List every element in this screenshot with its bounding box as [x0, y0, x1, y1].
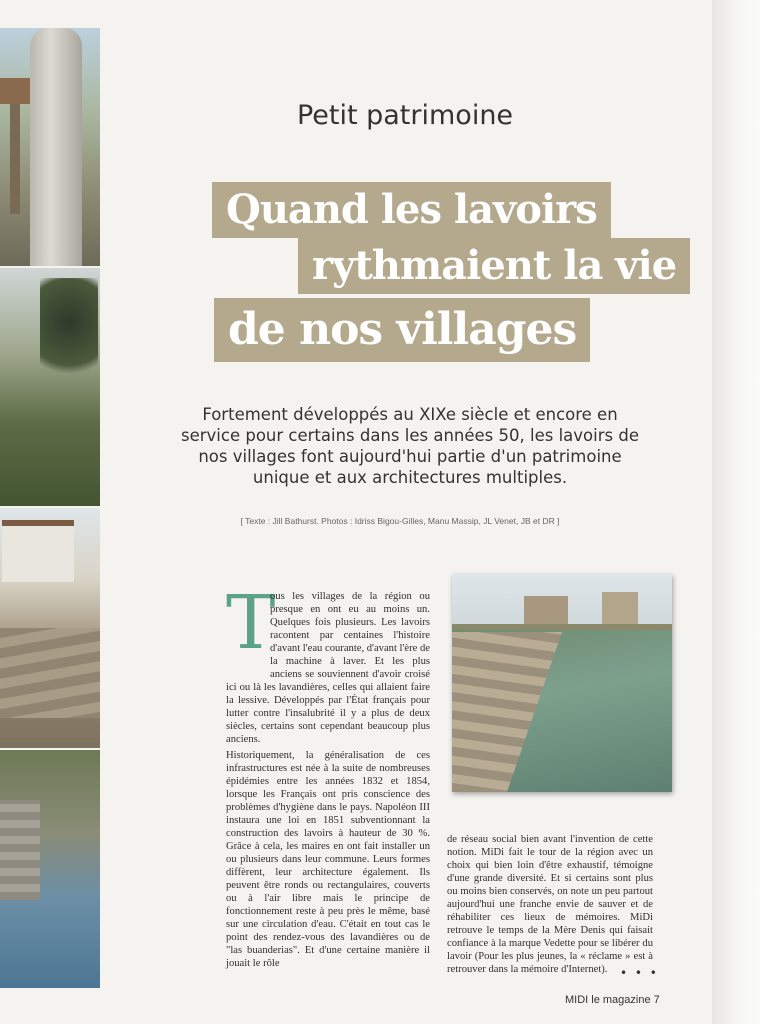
article-paragraph-2: Historiquement, la généralisation de ces infrastructures est née à la suite de nombreuses épidémies entre les années 1832 et 1854, lorsque les Français ont pris conscience des problèmes d'hygiène dans le pays. Napoléon III instaura une loi en 1851 subventionnant la construction des lavoirs à hauteur de 30 %. Grâce à cela, les maires en ont fait installer un ou plusieurs dans leur commune. Leurs formes diffèrent, leur architecture également. Ils peuvent être ronds ou rectangulaires, couverts ou à l'air libre mais le principe de fonctionnement reste à peu près le même, basé sur une circulation d'eau. C'était en tout cas le point des rendez-vous des lavandières ou de "las buanderias". Et d'une certaine manière il jouait le rôle — [226, 750, 430, 969]
stone-building-2 — [602, 592, 638, 624]
drop-cap: T — [226, 580, 276, 666]
headline-line-3: de nos villages — [214, 298, 590, 362]
article-paragraph-1: ous les villages de la région ou presque en ont eu au moins un. Quelques fois plusieurs. Les lavoirs racontent par centaines l'histoire d'avant l'eau courante, d'avant l'ère de la machine à laver. Et les plus anciens se souviennent d'avoir croisé ici ou là les lavandières, celles qui allaient faire la lessive. Développés par l'État français pour lutter contre l'insalubrité il y a plus de deux siècles, certains sont cependant beaucoup plus anciens. — [226, 591, 430, 745]
headline — [0, 0, 760, 400]
intro-paragraph: Fortement développés au XIXe siècle et encore en service pour certains dans les années 50, les lavoirs de nos villages font aujourd'hui partie d'un patrimoine unique et aux architectures multiples. — [181, 405, 639, 487]
section-label: Petit patrimoine — [296, 100, 514, 131]
continuation-dots: • • • — [620, 966, 659, 980]
credits: [ Texte : Jill Bathurst. Photos : Idriss Bigou-Gilles, Manu Massip, JL Venet, JB et DR ] — [240, 516, 560, 526]
stone-building — [524, 596, 568, 626]
article-column-2 — [447, 822, 653, 986]
headline-line-2: rythmaient la vie — [298, 238, 690, 294]
photo-lavoir-basin — [452, 574, 672, 792]
headline-line-1: Quand les lavoirs — [212, 182, 611, 238]
article-paragraph-3: de réseau social bien avant l'invention de cette notion. MiDi fait le tour de la région avec un choix qui bien loin d'être exhaustif, témoigne d'une grande diversité. Et si certains sont plus ou moins bien conservés, on note un peu partout aujourd'hui une franche envie de sauver et de réhabiliter ces lieux de mémoires. MiDi retrouve le temps de la Mère Denis qui faisait confiance à la marque Vedette pour se libérer du lavoir (Pour les plus jeunes, la « réclame » est à retrouver dans la mémoire d'Internet). — [447, 833, 653, 975]
page-folio: MIDI le magazine 7 — [565, 994, 660, 1006]
photo-water-basin — [0, 750, 100, 988]
stone-edge — [0, 800, 40, 900]
stone-wall — [0, 628, 100, 718]
house — [2, 520, 74, 582]
article-column-1 — [226, 580, 430, 973]
photo-village-house — [0, 508, 100, 748]
